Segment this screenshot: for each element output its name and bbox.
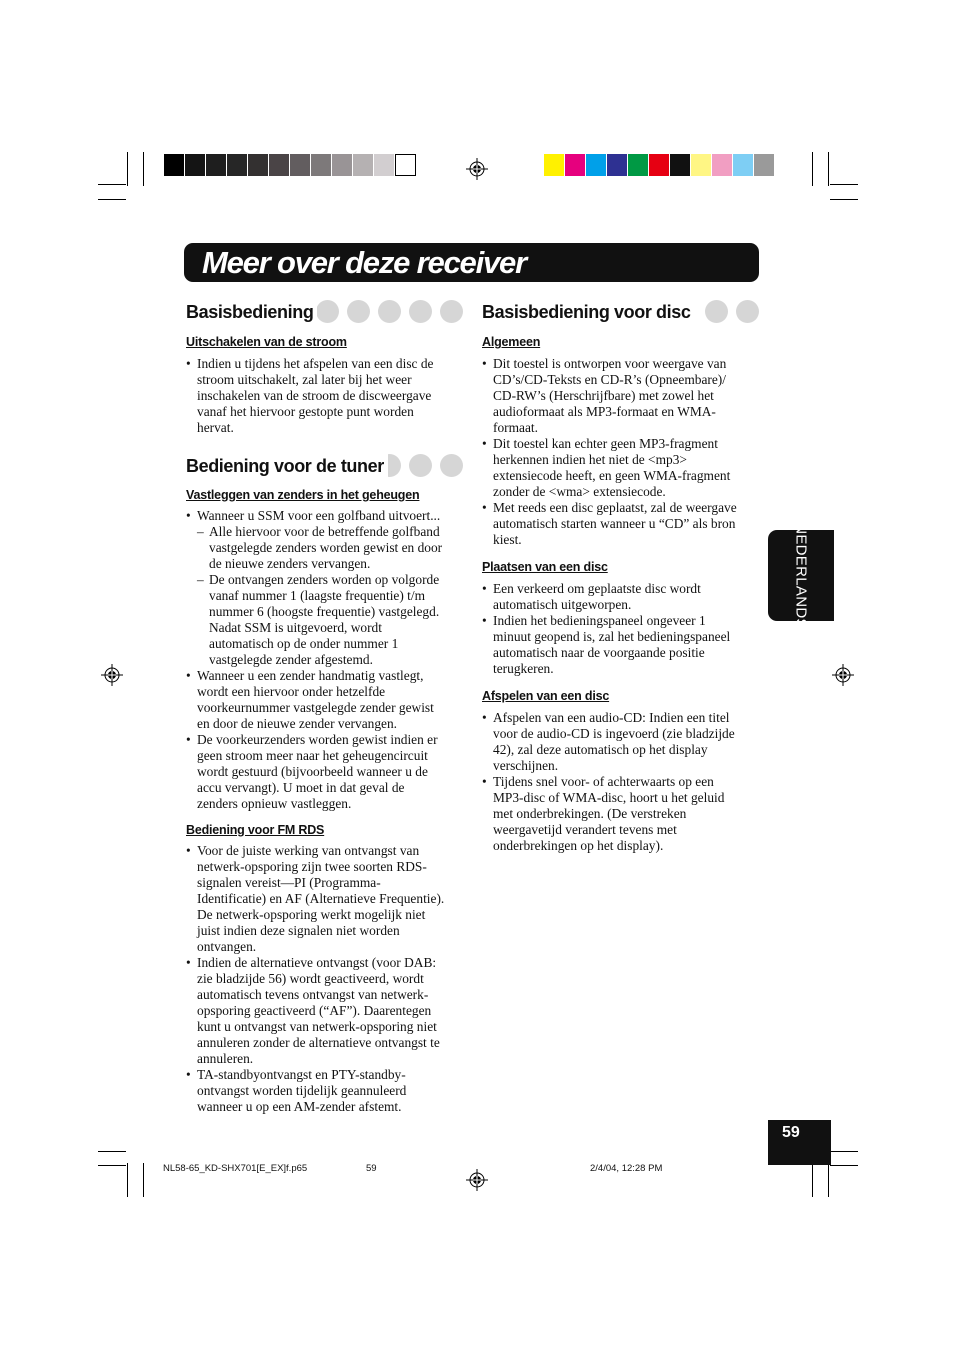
list-item-line: minuut geopend is, zal het bedieningspaneel [493, 629, 731, 644]
list-item-line: automatisch naar de voorgaande positie [493, 645, 705, 660]
list-item [482, 613, 767, 677]
subheading: Afspelen van een disc [482, 689, 610, 703]
subheading: Algemeen [482, 335, 541, 349]
section-heading-text: Basisbediening voor disc [482, 300, 694, 324]
color-swatch [670, 154, 691, 176]
list-item-line: Alle hiervoor voor de betreffende golfband [209, 524, 440, 539]
list-item [482, 356, 767, 436]
bullet-list [482, 356, 767, 548]
list-item [186, 732, 471, 812]
list-item-line: geen stroom meer naar het geheugencircuit [197, 748, 428, 763]
list-item-line: De ontvangen zenders worden op volgorde [209, 572, 440, 587]
crop-mark [828, 1163, 829, 1197]
list-item-line: wordt een hiervoor onder hetzelfde [197, 684, 386, 699]
language-label: NEDERLANDS [792, 523, 810, 629]
color-swatch [628, 154, 649, 176]
list-item-line: Voor de juiste werking van ontvangst van [197, 843, 420, 858]
list-item-line: vastgelegde zender afgestemd. [209, 652, 373, 667]
list-item-line: automatisch uitgeworpen. [493, 597, 632, 612]
footer-filename: NL58-65_KD-SHX701[E_EX]f.p65 [163, 1163, 308, 1174]
list-item-line: 42), zal deze automatisch op het display [493, 742, 708, 757]
list-item-line: Met reeds een disc geplaatst, zal de weergave [493, 500, 737, 515]
list-item-line: voorkeurnummer vastgelegde zender gewist [197, 700, 434, 715]
list-item-line: formaat. [493, 420, 538, 435]
crop-mark [98, 184, 126, 185]
crop-mark [127, 152, 128, 186]
list-item-line: accu vervangt). U moet in dat geval de [197, 780, 405, 795]
footer-timestamp: 2/4/04, 12:28 PM [590, 1163, 663, 1174]
subheading: Vastleggen van zenders in het geheugen [186, 488, 420, 502]
list-item-line: wordt gestuurd (bijvoorbeeld wanneer u de [197, 764, 428, 779]
list-item-line: annuleren. [197, 1051, 254, 1066]
list-item-line: Tijdens snel voor- of achterwaarts op een [493, 774, 714, 789]
color-swatch [353, 154, 374, 176]
color-swatch [374, 154, 395, 176]
heading-dots [316, 300, 463, 323]
section-heading-text: Bediening voor de tuner [186, 454, 388, 478]
color-swatch [164, 154, 185, 176]
color-swatch [206, 154, 227, 176]
crop-mark [828, 152, 829, 186]
list-item-line: stroom uitschakelt, zal later bij het weer [197, 372, 412, 387]
page-number: 59 [782, 1124, 800, 1141]
list-item-line: de nieuwe zenders vervangen. [209, 556, 371, 571]
color-swatch [586, 154, 607, 176]
list-item-line: Dit toestel is ontworpen voor weergave van [493, 356, 727, 371]
list-item-line: TA-standbyontvangst en PTY-standby- [197, 1067, 406, 1082]
crop-mark [830, 199, 858, 200]
list-item-line: automatisch tevens ontvangst van netwerk- [197, 987, 429, 1002]
list-item-line: signalen vereist—PI (Programma- [197, 875, 381, 890]
crop-mark [830, 1151, 858, 1152]
section-heading-tuner [186, 454, 463, 478]
list-item-line: en door de nieuwe zender vervangen. [197, 716, 398, 731]
list-item-line: Een verkeerd om geplaatste disc wordt [493, 581, 701, 596]
page-number-box [768, 1120, 831, 1165]
registration-mark-icon [466, 1169, 488, 1191]
list-item-line: De voorkeurzenders worden gewist indien er [197, 732, 438, 747]
list-item-line: kunt u ontvangst van netwerk-opsporing niet [197, 1019, 437, 1034]
color-swatch [290, 154, 311, 176]
list-item-line: Indien het bedieningspaneel ongeveer 1 [493, 613, 706, 628]
section-heading-basisbediening [186, 300, 463, 324]
list-item-line: Afspelen van een audio-CD: Indien een titel [493, 710, 730, 725]
crop-mark [812, 152, 813, 186]
color-swatch [712, 154, 733, 176]
crop-mark [812, 1163, 813, 1197]
crop-mark [98, 1165, 126, 1166]
registration-mark-icon [101, 664, 123, 686]
list-item-line: vanaf nummer 1 (laagste frequentie) t/m [209, 588, 426, 603]
list-item-line: ontvangst worden tijdelijk geannuleerd [197, 1083, 407, 1098]
bullet-list [186, 508, 471, 812]
title-bar [184, 243, 759, 282]
list-item-line: Wanneer u een zender handmatig vastlegt, [197, 668, 424, 683]
list-item [186, 572, 471, 668]
list-item-line: weergavetijd verandert tevens met [493, 822, 677, 837]
crop-mark [143, 1163, 144, 1197]
crop-mark [143, 152, 144, 186]
color-swatch [565, 154, 586, 176]
list-item-line: onderbrekingen op het display). [493, 838, 664, 853]
color-swatch [733, 154, 754, 176]
color-swatch [544, 154, 565, 176]
list-item-line: vanaf het hiervoor gestopte punt worden [197, 404, 414, 419]
crop-mark [98, 199, 126, 200]
list-item [482, 774, 767, 854]
list-item-line: audioformaat als MP3-formaat en WMA- [493, 404, 716, 419]
list-item-line: voor de audio-CD is ingevoerd (zie bladzijde [493, 726, 735, 741]
color-swatch [649, 154, 670, 176]
list-item [186, 668, 471, 732]
list-item-line: nummer 6 (hoogste frequentie) vastgelegd. [209, 604, 440, 619]
list-item [186, 1067, 471, 1115]
list-item [482, 500, 767, 548]
list-item-line: extensiecode heeft, en geen WMA-fragment [493, 468, 731, 483]
subheading: Uitschakelen van de stroom [186, 335, 347, 349]
list-item-line: vastgelegde zenders worden gewist en door [209, 540, 443, 555]
process-color-bar [544, 154, 775, 176]
footer-page: 59 [366, 1163, 377, 1174]
heading-dots [705, 300, 759, 323]
list-item-line: Wanneer u SSM voor een golfband uitvoert... [197, 508, 441, 523]
list-item-line: kiest. [493, 532, 522, 547]
color-swatch [607, 154, 628, 176]
registration-mark-icon [832, 664, 854, 686]
list-item-line: Identificatie) en AF (Alternatieve Frequentie). [197, 891, 445, 906]
language-side-tab [768, 523, 834, 629]
list-item-line: automatisch starten wanneer u “CD” als bron [493, 516, 736, 531]
list-item [482, 436, 767, 500]
list-item-line: terugkeren. [493, 661, 554, 676]
section-heading-disc [482, 300, 759, 324]
list-item-line: annuleren zonder de alternatieve ontvangst te [197, 1035, 440, 1050]
crop-mark [127, 1163, 128, 1197]
list-item-line: met onderbrekingen. (De verstreken [493, 806, 687, 821]
list-item-line: automatisch op de onder nummer 1 [209, 636, 399, 651]
crop-mark [830, 184, 858, 185]
list-item-line: wanneer u op een AM-zender afstemt. [197, 1099, 402, 1114]
list-item-line: netwerk-opsporing zijn twee soorten RDS- [197, 859, 427, 874]
color-swatch [332, 154, 353, 176]
list-item-line: zonder de <wma> extensiecode. [493, 484, 666, 499]
bullet-list [482, 710, 767, 854]
heading-dots [378, 454, 463, 477]
crop-mark [830, 1165, 858, 1166]
grayscale-color-bar [164, 154, 416, 176]
list-item-line: Nadat SSM is uitgevoerd, wordt [209, 620, 382, 635]
page-title: Meer over deze receiver [202, 245, 526, 280]
registration-mark-icon [466, 158, 488, 180]
list-item-line: MP3-disc of WMA-disc, hoort u het geluid [493, 790, 725, 805]
list-item-line: hervat. [197, 420, 234, 435]
color-swatch [754, 154, 775, 176]
color-swatch [227, 154, 248, 176]
list-item-line: verschijnen. [493, 758, 559, 773]
subheading: Plaatsen van een disc [482, 560, 608, 574]
crop-mark [98, 1151, 126, 1152]
bullet-list [482, 581, 767, 677]
list-item [186, 524, 471, 572]
list-item-line: De netwerk-opsporing werkt mogelijk niet [197, 907, 426, 922]
list-item-line: Indien de alternatieve ontvangst (voor DAB: [197, 955, 437, 970]
color-swatch [691, 154, 712, 176]
list-item [186, 955, 471, 1067]
subheading: Bediening voor FM RDS [186, 823, 325, 837]
list-item-line: Dit toestel kan echter geen MP3-fragment [493, 436, 718, 451]
color-swatch [185, 154, 206, 176]
color-swatch [311, 154, 332, 176]
list-item-line: Indien u tijdens het afspelen van een disc de [197, 356, 434, 371]
bullet-list [186, 843, 471, 1115]
color-swatch [248, 154, 269, 176]
list-item [186, 508, 471, 524]
list-item [186, 843, 471, 955]
list-item [482, 710, 767, 774]
list-item-line: ontvangen. [197, 939, 257, 954]
list-item-line: CD’s/CD-Teksts en CD-R’s (Opneembare)/ [493, 372, 726, 387]
list-item-line: zie bladzijde 56) wordt geactiveerd, wordt [197, 971, 424, 986]
list-item-line: juist indien deze signalen niet worden [197, 923, 400, 938]
list-item [186, 356, 471, 436]
list-item-line: inschakelen van de stroom de discweergave [197, 388, 432, 403]
color-swatch [395, 154, 416, 176]
list-item [482, 581, 767, 613]
list-item-line: CD-RW’s (Herschrijfbare) met zowel het [493, 388, 714, 403]
section-heading-text: Basisbediening [186, 300, 317, 324]
list-item-line: opsporing geactiveerd (“AF”). Daarentegen [197, 1003, 432, 1018]
color-swatch [269, 154, 290, 176]
bullet-list [186, 356, 471, 436]
list-item-line: herkennen indien het niet de <mp3> [493, 452, 687, 467]
list-item-line: zenders opnieuw vastleggen. [197, 796, 352, 811]
